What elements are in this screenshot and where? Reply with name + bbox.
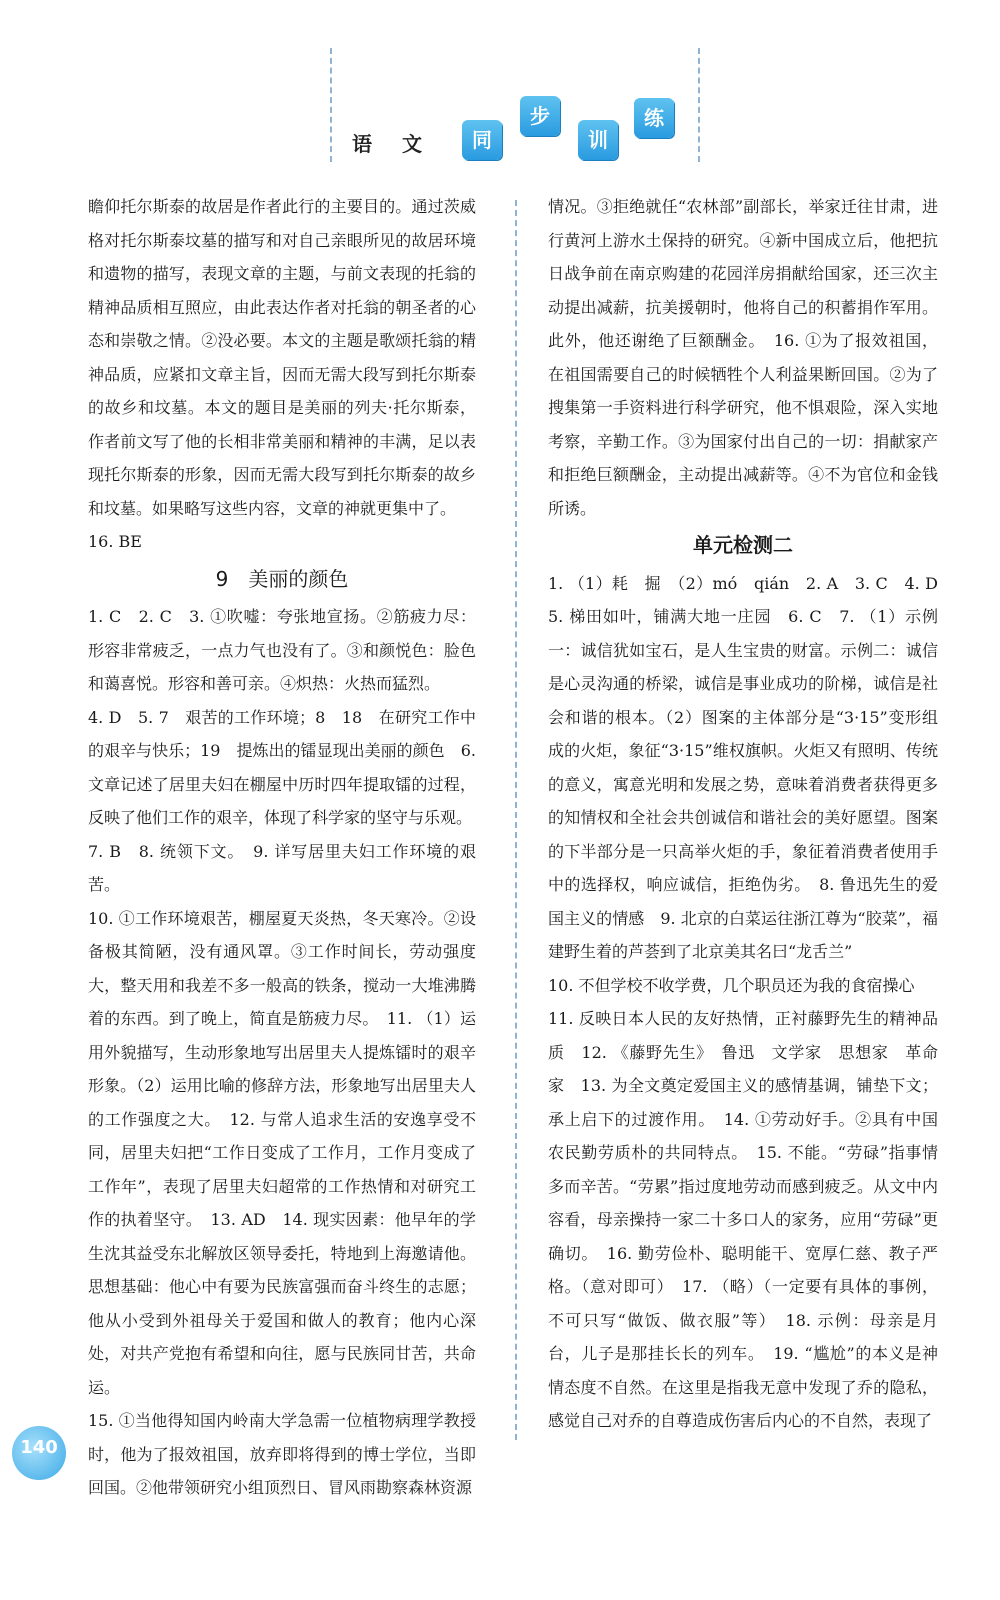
answer-paragraph: 7. B 8. 统领下文。 9. 详写居里夫妇工作环境的艰苦。 [88,841,476,894]
answer-paragraph: 4. D 5. 7 艰苦的工作环境；8 18 在研究工作中的艰辛与快乐；19 提炼出的镭显现出美丽的颜色 6. 文章记述了居里夫妇在棚屋中历时四年提取镭的过程，反映了他们工作的艰辛，体现了科学家的坚守与乐观。 [88,707,476,827]
section-title: 单元检测二 [693,533,793,557]
series-char-3: 训 [578,120,618,160]
section-title: 9 美丽的颜色 [215,566,349,591]
right-column [548,190,955,1438]
page-number: 140 [12,1426,66,1480]
answer-paragraph: 15. ①当他得知国内岭南大学急需一位植物病理学教授时，他为了报效祖国，放弃即将得到的博士学位，当即回国。②他带领研究小组顶烈日、冒风雨勘察森林资源 [88,1411,476,1497]
series-char-1: 同 [462,120,502,160]
answer-paragraph: 情况。③拒绝就任“农林部”副部长，举家迁往甘肃，进行黄河上游水土保持的研究。④新中国成立后，他把抗日战争前在南京购建的花园洋房捐献给国家，还三次主动提出减薪，抗美援朝时，他将自己的积蓄捐作军用。此外，他还谢绝了巨额酬金。 16. ①为了报效祖国，在祖国需要自己的时候牺牲个人利益果断回国。②为了搜集第一手资料进行科学研究，他不惧艰险，深入实地考察，辛勤工作。③为国家付出自己的一切：捐献家产和拒绝巨额酬金，主动提出减薪等。④不为官位和金钱所诱。 [548,197,938,518]
column-divider [515,200,517,1440]
header-rule-left [330,48,332,162]
answer-paragraph: 10. 不但学校不收学费，几个职员还为我的食宿操心 [548,975,915,995]
subject-title: 语文 [352,132,452,156]
answer-paragraph: 11. 反映日本人民的友好热情，正衬藤野先生的精神品质 12. 《藤野先生》 鲁迅 文学家 思想家 革命家 13. 为全文奠定爱国主义的感情基调，铺垫下文；承上启下的过渡作用。 14. ①劳动好手。②具有中国农民勤劳质朴的共同特点。 15. 不能。“劳碌”指事情多而辛苦。“劳累”指过度地劳动而感到疲乏。从文中内容看，母亲操持一家二十多口人的家务，应用“劳碌”更确切。 16. 勤劳俭朴、聪明能干、宽厚仁慈、教子严格。（意对即可） 17. （略）（一定要有具体的事例，不可只写“做饭、做衣服”等） 18. 示例：母亲是月台，儿子是那挂长长的列车。 19. “尴尬”的本义是神情态度不自然。在这里是指我无意中发现了乔的隐私，感觉自己对乔的自尊造成伤害后内心的不自然，表现了 [548,1009,938,1430]
answer-paragraph: 10. ①工作环境艰苦，棚屋夏天炎热，冬天寒冷。②设备极其简陋，没有通风罩。③工作时间长，劳动强度大，整天用和我差不多一般高的铁条，搅动一大堆沸腾着的东西。到了晚上，简直是筋疲力尽。 11. （1）运用外貌描写，生动形象地写出居里夫人提炼镭时的艰辛形象。（2）运用比喻的修辞方法，形象地写出居里夫人的工作强度之大。 12. 与常人追求生活的安逸享受不同，居里夫妇把“工作日变成了工作月，工作月变成了工作年”，表现了居里夫妇超常的工作热情和对研究工作的执着坚守。 13. AD 14. 现实因素：他早年的学生沈其益受东北解放区领导委托，特地到上海邀请他。思想基础：他心中有要为民族富强而奋斗终生的志愿；他从小受到外祖母关于爱国和做人的教育；他内心深处，对共产党抱有希望和向往，愿与民族同甘苦，共命运。 [88,908,476,1397]
series-char-4: 练 [634,98,674,138]
page-header [330,48,710,168]
answer-paragraph: 1. （1）耗 掘 （2）mó qián 2. A 3. C 4. D 5. 梯田如叶，铺满大地一庄园 6. C 7. （1）示例一：诚信犹如宝石，是人生宝贵的财富。示例二：诚信是心灵沟通的桥梁，诚信是事业成功的阶梯，诚信是社会和谐的根本。（2）图案的主体部分是“3·15”变形组成的火炬，象征“3·15”维权旗帜。火炬又有照明、传统的意义，寓意光明和发展之势，意味着消费者获得更多的知情权和全社会共创诚信和谐社会的美好愿望。图案的下半部分是一只高举火炬的手，象征着消费者使用手中的选择权，响应诚信，拒绝伪劣。 8. 鲁迅先生的爱国主义的情感 9. 北京的白菜运往浙江尊为“胶菜”，福建野生着的芦荟到了北京美其名曰“龙舌兰” [548,573,955,961]
header-rule-right [698,48,700,162]
answer-paragraph: 瞻仰托尔斯泰的故居是作者此行的主要目的。通过茨威格对托尔斯泰坟墓的描写和对自己亲眼所见的故居环境和遗物的描写，表现文章的主题，与前文表现的托翁的精神品质相互照应，由此表达作者对托翁的朝圣者的心态和崇敬之情。②没必要。本文的主题是歌颂托翁的精神品质，应紧扣文章主旨，因而无需大段写到托尔斯泰的故乡和坟墓。本文的题目是美丽的列夫·托尔斯泰，作者前文写了他的长相非常美丽和精神的丰满，足以表现托尔斯泰的形象，因而无需大段写到托尔斯泰的故乡和坟墓。如果略写这些内容，文章的神就更集中了。 [88,197,476,518]
left-column [88,190,476,1505]
series-char-2: 步 [520,96,560,136]
answer-paragraph: 1. C 2. C 3. ①吹嘘：夸张地宣扬。②筋疲力尽：形容非常疲乏，一点力气也没有了。③和颜悦色：脸色和蔼喜悦。形容和善可亲。④炽热：火热而猛烈。 [88,607,476,693]
answer-paragraph: 16. BE [88,532,142,551]
